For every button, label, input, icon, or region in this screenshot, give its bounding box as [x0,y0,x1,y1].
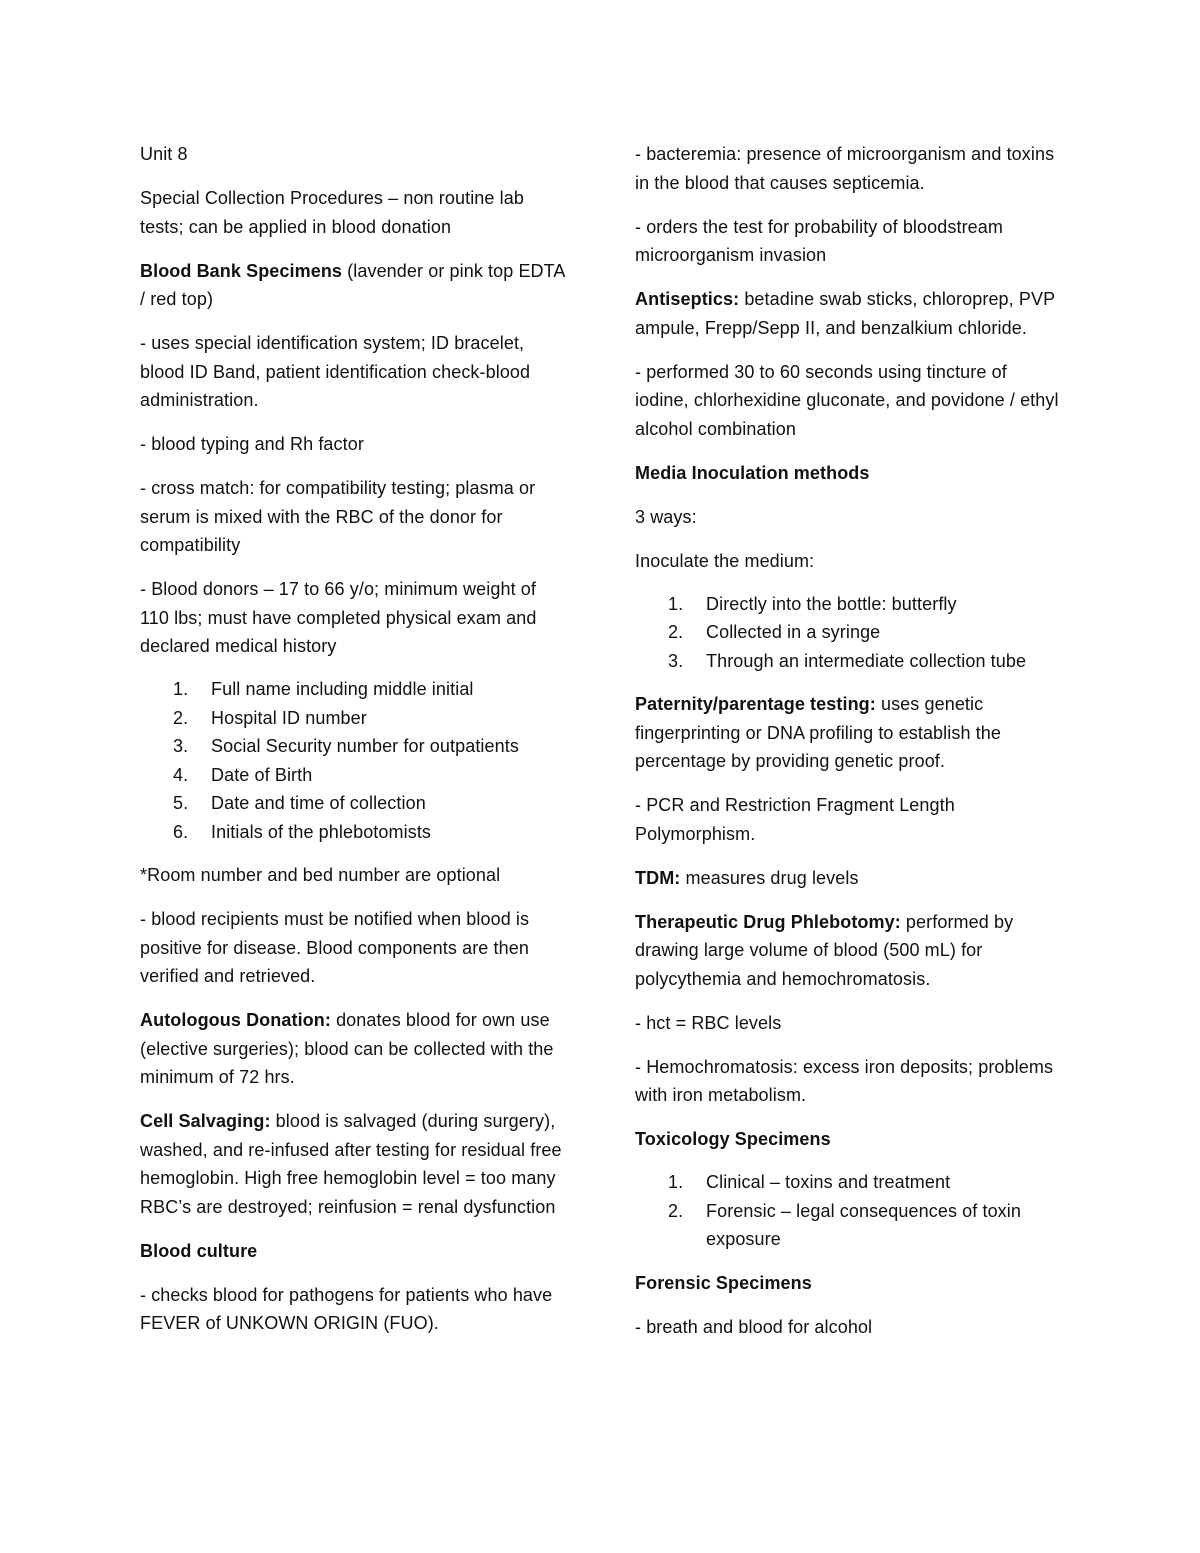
cell-salvaging-heading: Cell Salvaging: [140,1111,271,1131]
list-number: 2. [668,1200,684,1221]
list-number: 5. [173,793,189,813]
list-number: 1. [668,1172,684,1192]
blood-culture-heading [140,1237,570,1266]
orders-paragraph: - orders the test for probability of bloodstream microorganism invasion [635,216,1003,265]
blood-bank-heading: Blood Bank Specimens [140,260,343,281]
list-number: 3. [668,650,684,671]
forensic-text: - breath and blood for alcohol [635,1316,873,1337]
cell-salvaging-paragraph [140,1107,570,1221]
inoculation-list [635,590,1065,676]
list-number: 1. [668,593,684,614]
list-text: Date and time of collection [211,793,426,813]
blood-bank-point-5: - blood recipients must be notified when blood is positive for disease. Blood components are then verified and retrieved. [140,909,530,986]
list-text: Forensic – legal consequences of toxin exposure [706,1200,1021,1249]
list-item [635,1197,1065,1254]
identification-list [140,675,570,846]
list-item [635,618,1065,647]
autologous-paragraph [140,1006,570,1092]
list-item [140,732,570,761]
antiseptics-heading: Antiseptics: [635,289,740,309]
optional-note: *Room number and bed number are optional [140,865,501,885]
right-column [635,140,1065,1357]
list-text: Clinical – toxins and treatment [706,1172,951,1192]
blood-culture-text: - checks blood for pathogens for patients who have FEVER of UNKOWN ORIGIN (FUO). [140,1284,553,1333]
blood-bank-point-2: - blood typing and Rh factor [140,434,364,454]
list-text: Collected in a syringe [706,622,881,642]
list-item [140,789,570,818]
list-text: Full name including middle initial [211,679,474,699]
media-ways: 3 ways: [635,506,697,527]
tdm-paragraph [635,864,1065,893]
list-number: 2. [173,707,189,728]
list-item [635,647,1065,676]
forensic-heading [635,1269,1065,1298]
list-number: 4. [173,764,189,785]
list-number: 1. [173,679,189,699]
antiseptics-text: betadine swab sticks, chloroprep, PVP ampule, Frepp/Sepp II, and benzalkium chloride. [635,289,1055,338]
list-text: Date of Birth [211,764,313,785]
media-inoculate: Inoculate the medium: [635,550,815,571]
list-text: Directly into the bottle: butterfly [706,593,957,614]
intro-paragraph: Special Collection Procedures – non routine lab tests; can be applied in blood donation [140,188,524,237]
paternity-paragraph [635,690,1065,776]
tdm-text: measures drug levels [680,867,859,888]
blood-bank-paragraph [140,257,570,314]
toxicology-list [635,1168,1065,1254]
list-text: Initials of the phlebotomists [211,821,432,842]
antiseptics-paragraph [635,285,1065,342]
list-text: Social Security number for outpatients [211,736,519,756]
toxicology-heading [635,1125,1065,1154]
blood-bank-point-3: - cross match: for compatibility testing; plasma or serum is mixed with the RBC of the donor for compatibility [140,478,536,555]
media-heading [635,459,1065,488]
blood-culture-heading-text: Blood culture [140,1240,258,1261]
list-text: Through an intermediate collection tube [706,650,1027,671]
therapeutic-heading: Therapeutic Drug Phlebotomy: [635,911,901,932]
paternity-heading: Paternity/parentage testing: [635,694,876,714]
blood-bank-point-1: - uses special identification system; ID bracelet, blood ID Band, patient identification check-blood administration. [140,333,531,410]
blood-bank-heading-rest: (lavender or pink top EDTA / red top) [140,260,565,309]
therapeutic-text: performed by drawing large volume of blood (500 mL) for polycythemia and hemochromatosis. [635,911,1014,989]
list-item [140,818,570,847]
tdm-heading: TDM: [635,867,681,888]
unit-title: Unit 8 [140,144,188,164]
list-number: 3. [173,736,189,756]
media-heading-text: Media Inoculation methods [635,462,870,483]
list-number: 2. [668,622,684,642]
blood-bank-point-4: - Blood donors – 17 to 66 y/o; minimum weight of 110 lbs; must have completed physical exam and declared medical history [140,579,537,656]
toxicology-heading-text: Toxicology Specimens [635,1129,831,1149]
list-item [140,704,570,733]
list-item [140,675,570,704]
autologous-text: donates blood for own use (elective surgeries); blood can be collected with the minimum of 72 hrs. [140,1010,554,1087]
list-number: 6. [173,821,189,842]
list-item [635,1168,1065,1197]
list-item [635,590,1065,619]
list-text: Hospital ID number [211,707,367,728]
therapeutic-paragraph [635,908,1065,994]
forensic-heading-text: Forensic Specimens [635,1272,812,1293]
performed-paragraph: - performed 30 to 60 seconds using tincture of iodine, chlorhexidine gluconate, and povidone / ethyl alcohol combination [635,361,1059,439]
hemochromatosis-paragraph: - Hemochromatosis: excess iron deposits; problems with iron metabolism. [635,1056,1054,1105]
pcr-paragraph: - PCR and Restriction Fragment Length Polymorphism. [635,795,955,844]
list-item [140,761,570,790]
cell-salvaging-text: blood is salvaged (during surgery), washed, and re-infused after testing for residual free hemoglobin. High free hemoglobin level = too many RBC’s are destroyed; reinfusion = renal dysfunction [140,1111,562,1217]
hct-paragraph: - hct = RBC levels [635,1012,782,1033]
paternity-text: uses genetic fingerprinting or DNA profiling to establish the percentage by providing genetic proof. [635,694,1001,771]
left-column [140,140,570,1353]
autologous-heading: Autologous Donation: [140,1010,331,1030]
bacteremia-paragraph: - bacteremia: presence of microorganism and toxins in the blood that causes septicemia. [635,144,1055,193]
